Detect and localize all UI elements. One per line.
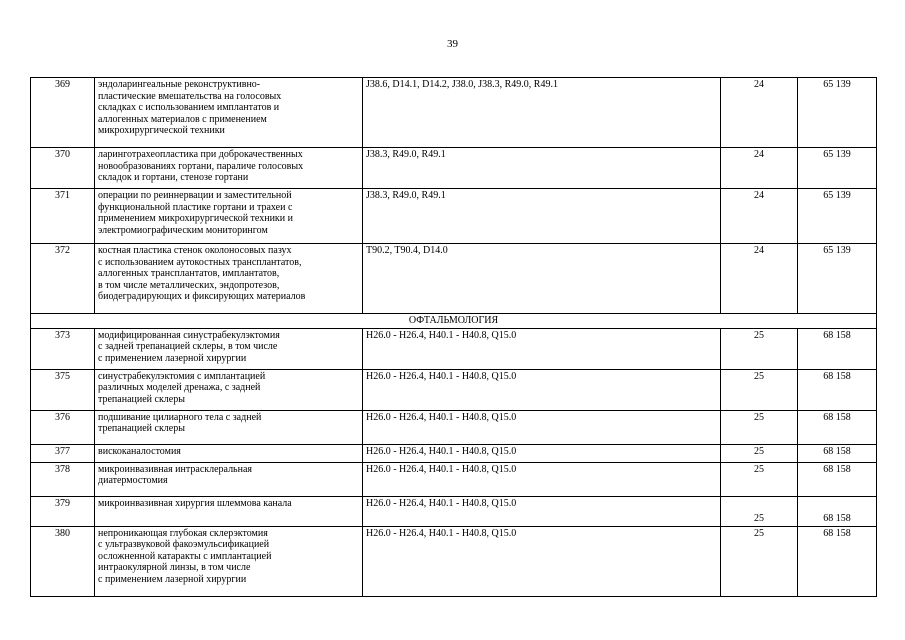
procedure-name — [95, 189, 363, 244]
row-number: 376 — [31, 410, 95, 444]
cost-value: 68 158 — [798, 410, 877, 444]
procedure-name — [95, 526, 363, 596]
diagnosis-codes: H26.0 - H26.4, H40.1 - H40.8, Q15.0 — [363, 444, 721, 462]
row-number: 373 — [31, 328, 95, 369]
table-row — [31, 410, 877, 444]
cost-value: 68 158 — [798, 496, 877, 526]
procedure-name — [95, 496, 363, 526]
table-section — [31, 314, 877, 329]
procedure-name-line: с задней трепанацией склеры, в том числе — [98, 341, 278, 353]
procedure-name — [95, 369, 363, 410]
group-number: 25 — [721, 410, 798, 444]
row-number: 377 — [31, 444, 95, 462]
procedure-name-line: осложненной катаракты с имплантацией — [98, 550, 272, 562]
procedure-name-line: синустрабекулэктомия с имплантацией — [98, 370, 266, 382]
procedure-name-line: эндоларингеальные реконструктивно- — [98, 79, 261, 90]
procedure-name-line: диатермостомия — [98, 475, 168, 487]
procedure-name-line: трепанацией склеры — [98, 423, 185, 435]
row-number: 378 — [31, 462, 95, 496]
table-row — [31, 189, 877, 244]
diagnosis-codes: H26.0 - H26.4, H40.1 - H40.8, Q15.0 — [363, 369, 721, 410]
diagnosis-codes: J38.3, R49.0, R49.1 — [363, 189, 721, 244]
table-row — [31, 526, 877, 596]
cost-value: 68 158 — [798, 462, 877, 496]
procedure-name — [95, 148, 363, 189]
diagnosis-codes: H26.0 - H26.4, H40.1 - H40.8, Q15.0 — [363, 496, 721, 526]
table-body-ent — [31, 78, 877, 314]
procedure-name-line: трепанацией склеры — [98, 393, 185, 405]
diagnosis-codes: H26.0 - H26.4, H40.1 - H40.8, Q15.0 — [363, 328, 721, 369]
procedure-name-line: аллогенных трансплантатов, имплантатов, — [98, 268, 280, 280]
cost-value: 65 139 — [798, 189, 877, 244]
procedure-name-line: с ультразвуковой факоэмульсификацией — [98, 539, 270, 551]
cost-value: 68 158 — [798, 328, 877, 369]
procedure-name — [95, 328, 363, 369]
group-number: 24 — [721, 148, 798, 189]
table-body-ophthalmology — [31, 328, 877, 596]
procedure-name — [95, 78, 363, 148]
procedure-name-line: функциональной пластике гортани и трахеи с — [98, 201, 293, 213]
procedure-name-line: в том числе металлических, эндопротезов, — [98, 279, 280, 291]
procedure-name-line: пластические вмешательства на голосовых — [98, 90, 282, 102]
group-number: 25 — [721, 444, 798, 462]
cost-value: 65 139 — [798, 148, 877, 189]
procedure-name — [95, 462, 363, 496]
table-row — [31, 496, 877, 526]
procedure-name-line: вискоканалостомия — [98, 445, 181, 457]
procedure-name — [95, 444, 363, 462]
diagnosis-codes: T90.2, T90.4, D14.0 — [363, 244, 721, 314]
group-number: 25 — [721, 462, 798, 496]
procedure-name-line: микроинвазивная интрасклеральная — [98, 463, 253, 475]
procedure-name-line: микроинвазивная хирургия шлеммова канала — [98, 497, 292, 509]
procedure-name-line: аллогенных материалов с применением — [98, 113, 267, 125]
diagnosis-codes: H26.0 - H26.4, H40.1 - H40.8, Q15.0 — [363, 526, 721, 596]
table-row — [31, 444, 877, 462]
procedure-name-line: электромиографическим мониторингом — [98, 224, 268, 236]
diagnosis-codes: J38.6, D14.1, D14.2, J38.0, J38.3, R49.0, R49.1 — [363, 78, 721, 148]
group-number: 25 — [721, 496, 798, 526]
table-row — [31, 369, 877, 410]
procedure-name-line: применением микрохирургической техники и — [98, 213, 293, 225]
diagnosis-codes: H26.0 - H26.4, H40.1 - H40.8, Q15.0 — [363, 462, 721, 496]
procedure-name-line: непроникающая глубокая склерэктомия — [98, 527, 268, 539]
group-number: 24 — [721, 78, 798, 148]
procedure-name-line: с использованием аутокостных трансплантатов, — [98, 256, 302, 268]
cost-value: 65 139 — [798, 78, 877, 148]
group-number: 24 — [721, 244, 798, 314]
table-row — [31, 78, 877, 148]
cost-value: 65 139 — [798, 244, 877, 314]
table-row — [31, 462, 877, 496]
section-title: ОФТАЛЬМОЛОГИЯ — [31, 314, 877, 329]
table-row — [31, 244, 877, 314]
row-number: 371 — [31, 189, 95, 244]
row-number: 380 — [31, 526, 95, 596]
procedures-table — [30, 77, 877, 597]
row-number: 372 — [31, 244, 95, 314]
procedure-name — [95, 410, 363, 444]
procedure-name-line: с применением лазерной хирургии — [98, 352, 247, 364]
cost-value: 68 158 — [798, 444, 877, 462]
procedure-name-line: с применением лазерной хирургии — [98, 573, 247, 585]
procedure-name-line: модифицированная синустрабекулэктомия — [98, 329, 280, 341]
procedure-name-line: операции по реиннервации и заместительной — [98, 190, 292, 201]
procedure-name-line: складок и гортани, стенозе гортани — [98, 172, 249, 184]
table-row — [31, 328, 877, 369]
procedure-name-line: различных моделей дренажа, с задней — [98, 382, 261, 394]
diagnosis-codes: H26.0 - H26.4, H40.1 - H40.8, Q15.0 — [363, 410, 721, 444]
procedure-name-line: подшивание цилиарного тела с задней — [98, 411, 262, 423]
row-number: 375 — [31, 369, 95, 410]
procedure-name-line: складках с использованием имплантатов и — [98, 102, 280, 114]
procedure-name-line: ларинготрахеопластика при доброкачественных — [98, 149, 303, 160]
row-number: 370 — [31, 148, 95, 189]
procedure-name-line: новообразованиях гортани, параличе голосовых — [98, 160, 304, 172]
procedure-name-line: интраокулярной линзы, в том числе — [98, 562, 251, 574]
row-number: 379 — [31, 496, 95, 526]
procedure-name-line: костная пластика стенок околоносовых пазух — [98, 245, 292, 256]
cost-value: 68 158 — [798, 369, 877, 410]
row-number: 369 — [31, 78, 95, 148]
procedure-name-line: микрохирургической техники — [98, 125, 225, 137]
diagnosis-codes: J38.3, R49.0, R49.1 — [363, 148, 721, 189]
section-row — [31, 314, 877, 329]
procedure-name-line: биодеградирующих и фиксирующих материалов — [98, 291, 306, 303]
cost-value: 68 158 — [798, 526, 877, 596]
table-row — [31, 148, 877, 189]
procedure-name — [95, 244, 363, 314]
group-number: 25 — [721, 526, 798, 596]
group-number: 25 — [721, 369, 798, 410]
group-number: 24 — [721, 189, 798, 244]
group-number: 25 — [721, 328, 798, 369]
page-number: 39 — [447, 38, 458, 50]
